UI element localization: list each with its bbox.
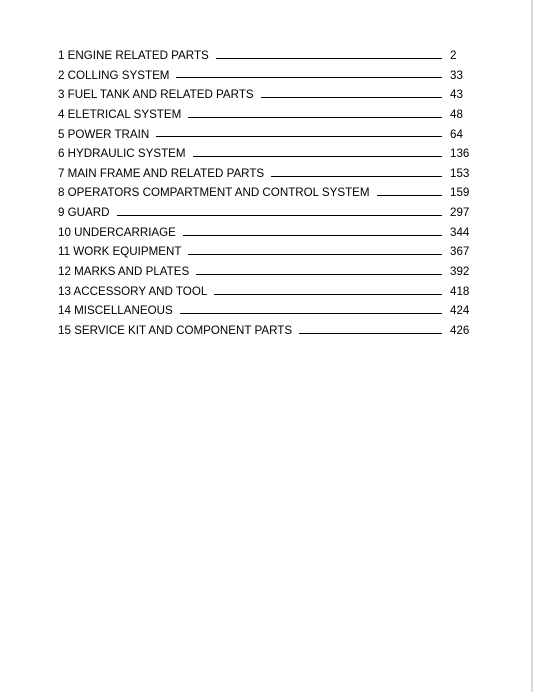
toc-entry-page: 367 [450,245,470,259]
toc-leader-line [214,294,442,295]
toc-entry-page: 344 [450,225,470,239]
toc-leader-line [299,333,442,334]
toc-entry-title: 1 ENGINE RELATED PARTS [58,49,209,62]
toc-leader-line [117,215,442,216]
toc-entry[interactable] [58,301,478,321]
toc-entry-title: 5 POWER TRAIN [58,127,150,141]
toc-leader-line [188,254,442,255]
toc-entry-title: 9 GUARD [58,206,110,220]
toc-entry-page: 153 [450,166,470,180]
toc-leader-line [176,77,442,78]
toc-entry-page: 2 [450,49,457,62]
toc-leader-line [216,58,442,59]
toc-leader-line [196,274,442,275]
toc-entry[interactable] [58,46,478,66]
toc-entry[interactable] [58,125,478,145]
toc-entry-page: 159 [450,186,470,200]
toc-leader-line [261,97,442,98]
toc-entry-page: 43 [450,88,463,102]
toc-entry-title: 7 MAIN FRAME AND RELATED PARTS [58,166,265,180]
toc-entry[interactable] [58,85,478,105]
toc-entry-title: 6 HYDRAULIC SYSTEM [58,147,186,161]
toc-entry[interactable] [58,242,478,262]
toc-entry-title: 8 OPERATORS COMPARTMENT AND CONTROL SYSTEM [58,186,370,200]
toc-entry-title: 2 COLLING SYSTEM [58,68,170,82]
toc-leader-line [193,156,442,157]
toc-entry[interactable] [58,144,478,164]
toc-entry-page: 64 [450,127,463,141]
toc-entry-title: 10 UNDERCARRIAGE [58,225,176,239]
toc-entry-title: 3 FUEL TANK AND RELATED PARTS [58,88,254,102]
toc-leader-line [188,117,442,118]
toc-entry-title: 13 ACCESSORY AND TOOL [58,284,208,298]
toc-leader-line [156,136,442,137]
toc-entry-page: 48 [450,107,463,121]
toc-entry-title: 14 MISCELLANEOUS [58,304,173,318]
toc-leader-line [271,176,442,177]
toc-entry[interactable] [58,66,478,86]
toc-entry-title: 11 WORK EQUIPMENT [58,245,182,259]
toc-entry-title: 4 ELETRICAL SYSTEM [58,107,182,121]
toc-entry-title: 15 SERVICE KIT AND COMPONENT PARTS [58,323,293,337]
toc-entry-page: 136 [450,147,470,161]
toc-entry-page: 297 [450,206,470,220]
toc-entry-title: 12 MARKS AND PLATES [58,265,190,279]
toc-entry[interactable] [58,262,478,282]
toc-entry[interactable] [58,223,478,243]
toc-entry[interactable] [58,105,478,125]
table-of-contents [58,46,478,341]
toc-entry[interactable] [58,282,478,302]
toc-leader-line [183,235,442,236]
toc-entry-page: 33 [450,68,463,82]
toc-entry[interactable] [58,164,478,184]
toc-entry-page: 424 [450,304,470,318]
toc-entry[interactable] [58,183,478,203]
toc-leader-line [180,313,442,314]
toc-entry-page: 418 [450,284,470,298]
toc-leader-line [377,195,442,196]
toc-entry-page: 392 [450,265,470,279]
toc-entry-page: 426 [450,323,470,337]
toc-entry[interactable] [58,203,478,223]
toc-entry[interactable] [58,321,478,341]
